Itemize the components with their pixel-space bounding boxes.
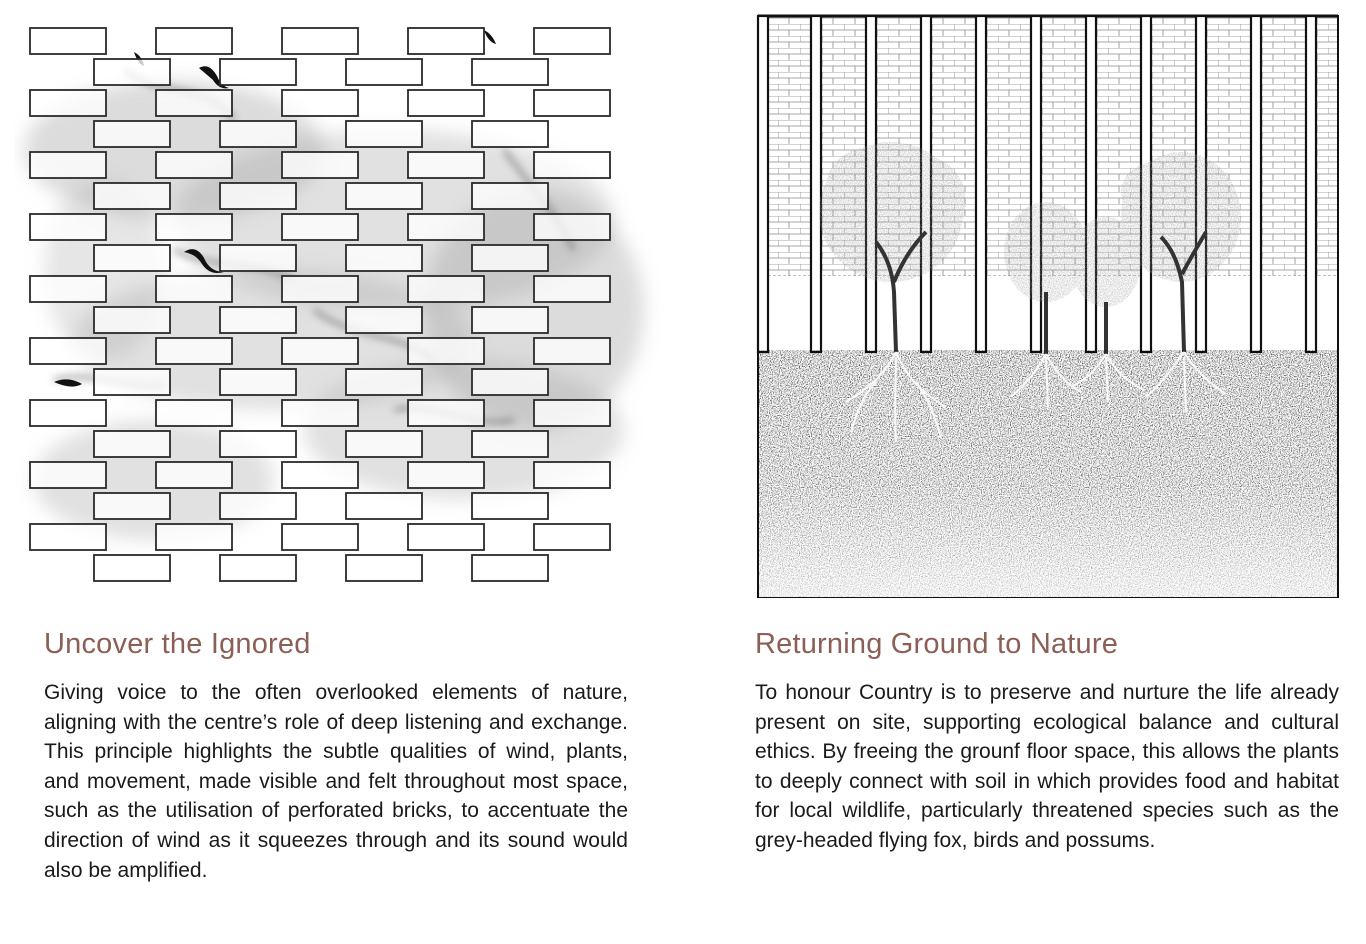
- brick: [156, 28, 232, 54]
- section-title: Returning Ground to Nature: [755, 628, 1119, 660]
- brick: [220, 369, 296, 395]
- brick: [282, 152, 358, 178]
- brick: [30, 400, 106, 426]
- brick: [30, 214, 106, 240]
- brick: [220, 431, 296, 457]
- brick: [156, 276, 232, 302]
- brick: [282, 276, 358, 302]
- brick: [220, 245, 296, 271]
- facade-column: [1251, 16, 1261, 352]
- soil-section: [758, 350, 1338, 598]
- brick: [220, 59, 296, 85]
- brick: [30, 338, 106, 364]
- brick: [534, 524, 610, 550]
- brick: [156, 524, 232, 550]
- brick: [220, 555, 296, 581]
- section-title: Uncover the Ignored: [44, 628, 311, 660]
- brick: [472, 431, 548, 457]
- brick: [30, 152, 106, 178]
- brick: [534, 152, 610, 178]
- brick: [94, 555, 170, 581]
- brick: [282, 338, 358, 364]
- brick: [30, 524, 106, 550]
- brick: [534, 90, 610, 116]
- brick: [408, 276, 484, 302]
- brick: [408, 152, 484, 178]
- brick: [30, 90, 106, 116]
- facade-column: [976, 16, 986, 352]
- brick: [220, 121, 296, 147]
- brick: [346, 121, 422, 147]
- brick: [156, 462, 232, 488]
- facade-column: [811, 16, 821, 352]
- brick: [220, 307, 296, 333]
- brick: [30, 462, 106, 488]
- brick: [220, 183, 296, 209]
- brick: [94, 245, 170, 271]
- brick: [346, 369, 422, 395]
- brick: [346, 493, 422, 519]
- brick: [534, 338, 610, 364]
- facade-column: [1031, 16, 1041, 352]
- brick: [472, 183, 548, 209]
- brick: [534, 28, 610, 54]
- brick: [94, 183, 170, 209]
- brick: [346, 307, 422, 333]
- brick: [472, 307, 548, 333]
- brick: [472, 493, 548, 519]
- perforated-brick-wall-wind-icon: [14, 10, 664, 602]
- brick: [534, 400, 610, 426]
- brick: [156, 338, 232, 364]
- brick: [282, 524, 358, 550]
- brick: [346, 245, 422, 271]
- brick: [408, 90, 484, 116]
- brick: [156, 400, 232, 426]
- brick: [346, 59, 422, 85]
- facade-column: [758, 16, 768, 352]
- section-trees-roots-soil-icon: [756, 12, 1340, 598]
- brick: [282, 214, 358, 240]
- brick: [472, 555, 548, 581]
- brick: [346, 555, 422, 581]
- brick: [534, 214, 610, 240]
- section-description: Giving voice to the often overlooked elements of nature, aligning with the centre’s role of deep listening and exchange. This principle highlights the subtle qualities of wind, plants, and movement, made visible and felt throughout most space, such as the utilisation of perforated bricks, to accentuate the direction of wind as it squeezes through and its sound would also be amplified.: [44, 681, 628, 882]
- brick: [282, 462, 358, 488]
- brick: [472, 245, 548, 271]
- brick: [156, 214, 232, 240]
- brick: [30, 276, 106, 302]
- brick: [220, 493, 296, 519]
- brick: [408, 28, 484, 54]
- right-panel: [683, 0, 1366, 944]
- brick: [282, 400, 358, 426]
- brick: [534, 276, 610, 302]
- brick: [30, 28, 106, 54]
- brick: [94, 493, 170, 519]
- brick: [156, 152, 232, 178]
- brick: [94, 369, 170, 395]
- brick: [346, 431, 422, 457]
- brick: [472, 121, 548, 147]
- brick: [94, 59, 170, 85]
- brick: [94, 307, 170, 333]
- section-description: To honour Country is to preserve and nurture the life already present on site, supporting ecological balance and cultural ethics. By freeing the grounf floor space, this allows the plants to deeply connect with soil in which provides food and habitat for local wildlife, particularly threatened species such as the grey-headed flying fox, birds and possums.: [755, 681, 1339, 852]
- brick: [408, 462, 484, 488]
- brick: [534, 462, 610, 488]
- facade-column: [1306, 16, 1316, 352]
- brick: [472, 59, 548, 85]
- brick: [472, 369, 548, 395]
- brick: [408, 338, 484, 364]
- brick: [408, 214, 484, 240]
- brick: [156, 90, 232, 116]
- brick: [282, 90, 358, 116]
- brick: [408, 524, 484, 550]
- brick: [408, 400, 484, 426]
- brick: [94, 431, 170, 457]
- brick: [94, 121, 170, 147]
- brick: [346, 183, 422, 209]
- brick: [282, 28, 358, 54]
